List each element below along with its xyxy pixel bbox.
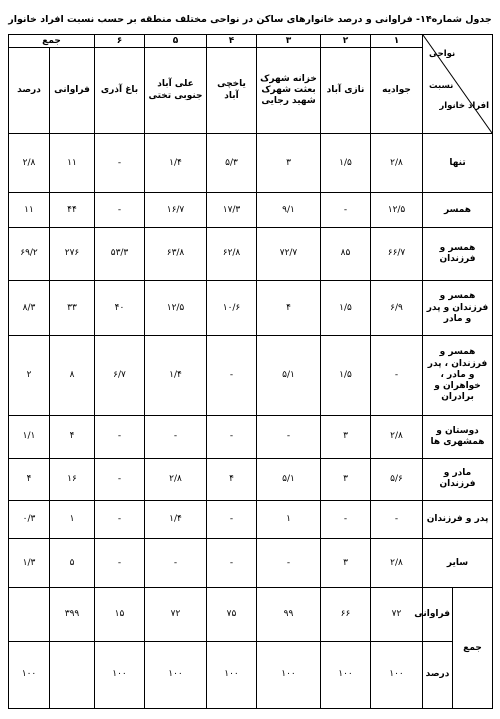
table-cell: ۱/۱ xyxy=(9,415,50,458)
table-cell: ۱۶ xyxy=(50,458,95,500)
total-pct-row xyxy=(9,641,493,708)
table-cell: ۱۱ xyxy=(9,193,50,228)
row-label: همسر xyxy=(423,193,493,228)
table-cell: ۴ xyxy=(257,281,321,336)
table-row xyxy=(9,281,493,336)
row-label: همسر و فرزندان ، پدر و مادر ، خواهران و برادران xyxy=(423,336,493,416)
table-cell: ۱ xyxy=(257,500,321,539)
table-cell: ۱/۴ xyxy=(145,500,207,539)
table-cell: - xyxy=(95,193,145,228)
table-cell: ۱ xyxy=(50,500,95,539)
table-cell: - xyxy=(207,539,257,588)
table-cell: ۴ xyxy=(207,458,257,500)
table-cell: ۴ xyxy=(9,458,50,500)
row-label: مادر و فرزندان xyxy=(423,458,493,500)
total-freq-cell: ۷۲ xyxy=(145,588,207,641)
table-cell: ۱۰/۶ xyxy=(207,281,257,336)
total-label: جمع xyxy=(453,588,493,709)
table-cell: ۱۲/۵ xyxy=(371,193,423,228)
table-cell: ۱/۵ xyxy=(321,281,371,336)
table-cell: ۱/۵ xyxy=(321,134,371,193)
household-table xyxy=(8,34,493,709)
table-cell: ۲/۸ xyxy=(371,539,423,588)
table-cell: ۲/۸ xyxy=(371,415,423,458)
table-cell: ۲ xyxy=(9,336,50,416)
total-freq-cell: ۷۵ xyxy=(207,588,257,641)
total-pct-cell: ۱۰۰ xyxy=(9,641,50,708)
table-row xyxy=(9,458,493,500)
header-index: ۵ xyxy=(145,35,207,48)
table-cell: - xyxy=(95,415,145,458)
table-cell: - xyxy=(95,134,145,193)
table-cell: ۶۳/۸ xyxy=(145,227,207,280)
total-pct-cell: ۱۰۰ xyxy=(371,641,423,708)
table-cell: ۶۹/۲ xyxy=(9,227,50,280)
header-region-name: درصد xyxy=(9,48,50,134)
table-cell: ۷۲/۷ xyxy=(257,227,321,280)
table-cell: ۵/۱ xyxy=(257,458,321,500)
table-row xyxy=(9,193,493,228)
table-cell: ۳۳ xyxy=(50,281,95,336)
header-index: ۶ xyxy=(95,35,145,48)
row-label: دوستان و همشهری ها xyxy=(423,415,493,458)
total-pct-cell: ۱۰۰ xyxy=(257,641,321,708)
row-label: همسر و فرزندان xyxy=(423,227,493,280)
corner-label-members: افراد خانوار xyxy=(439,101,490,111)
table-cell: ۱/۵ xyxy=(321,336,371,416)
table-cell: - xyxy=(95,458,145,500)
header-region-name: جوادیه xyxy=(371,48,423,134)
total-pct-label: درصد xyxy=(423,641,453,708)
header-index: ۲ xyxy=(321,35,371,48)
table-row xyxy=(9,336,493,416)
table-cell: ۵/۱ xyxy=(257,336,321,416)
header-region-name: علی آباد جنوبی تختی xyxy=(145,48,207,134)
header-region-name: نازی آباد xyxy=(321,48,371,134)
table-cell: ۶/۹ xyxy=(371,281,423,336)
table-cell: ۸ xyxy=(50,336,95,416)
table-cell: ۸۵ xyxy=(321,227,371,280)
header-region-name: فراوانی xyxy=(50,48,95,134)
table-cell: - xyxy=(321,193,371,228)
total-freq-cell xyxy=(9,588,50,641)
table-row xyxy=(9,500,493,539)
table-cell: - xyxy=(321,500,371,539)
table-cell: ۱۲/۵ xyxy=(145,281,207,336)
table-cell: ۲/۸ xyxy=(145,458,207,500)
row-label: سایر xyxy=(423,539,493,588)
total-pct-cell: ۱۰۰ xyxy=(321,641,371,708)
table-cell: - xyxy=(207,415,257,458)
table-cell: ۳ xyxy=(321,539,371,588)
table-cell: - xyxy=(371,336,423,416)
table-cell: ۴۰ xyxy=(95,281,145,336)
table-cell: ۶۲/۸ xyxy=(207,227,257,280)
header-index: ۳ xyxy=(257,35,321,48)
header-region-name: یاخچی آباد xyxy=(207,48,257,134)
table-cell: ۴۴ xyxy=(50,193,95,228)
total-freq-cell: ۷۲ xyxy=(371,588,423,641)
row-label: تنها xyxy=(423,134,493,193)
table-cell: ۵۳/۳ xyxy=(95,227,145,280)
table-cell: ۶/۷ xyxy=(95,336,145,416)
table-cell: - xyxy=(95,500,145,539)
table-cell: - xyxy=(257,539,321,588)
table-row xyxy=(9,415,493,458)
total-freq-label: فراوانی xyxy=(423,588,453,641)
table-cell: ۲/۸ xyxy=(9,134,50,193)
corner-label-regions: نواحی xyxy=(429,49,456,59)
table-row xyxy=(9,227,493,280)
header-region-name: باغ آذری xyxy=(95,48,145,134)
header-index: ۱ xyxy=(371,35,423,48)
table-cell: ۳ xyxy=(321,458,371,500)
table-cell: - xyxy=(145,539,207,588)
table-row xyxy=(9,539,493,588)
table-cell: ۱/۳ xyxy=(9,539,50,588)
table-cell: ۲۷۶ xyxy=(50,227,95,280)
header-index-row xyxy=(9,35,493,48)
header-index: جمع xyxy=(9,35,95,48)
total-freq-row xyxy=(9,588,493,641)
table-cell: ۸/۳ xyxy=(9,281,50,336)
table-cell: ۲/۸ xyxy=(371,134,423,193)
table-cell: ۱/۴ xyxy=(145,336,207,416)
total-pct-cell: ۱۰۰ xyxy=(145,641,207,708)
corner-label-ratio: نسبت xyxy=(429,81,454,91)
table-cell: ۱۱ xyxy=(50,134,95,193)
total-pct-cell xyxy=(50,641,95,708)
table-cell: ۵ xyxy=(50,539,95,588)
table-cell: ۶۶/۷ xyxy=(371,227,423,280)
total-freq-cell: ۱۵ xyxy=(95,588,145,641)
total-pct-cell: ۱۰۰ xyxy=(207,641,257,708)
total-freq-cell: ۳۹۹ xyxy=(50,588,95,641)
total-pct-cell: ۱۰۰ xyxy=(95,641,145,708)
total-freq-cell: ۹۹ xyxy=(257,588,321,641)
table-cell: ۳ xyxy=(257,134,321,193)
table-cell: ۰/۳ xyxy=(9,500,50,539)
table-cell: - xyxy=(207,500,257,539)
table-cell: - xyxy=(95,539,145,588)
table-cell: ۵/۶ xyxy=(371,458,423,500)
table-cell: - xyxy=(371,500,423,539)
table-cell: ۱/۴ xyxy=(145,134,207,193)
row-label: پدر و فرزندان xyxy=(423,500,493,539)
table-cell: ۱۷/۳ xyxy=(207,193,257,228)
table-cell: ۴ xyxy=(50,415,95,458)
table-cell: ۹/۱ xyxy=(257,193,321,228)
table-cell: ۳ xyxy=(321,415,371,458)
table-cell: - xyxy=(257,415,321,458)
table-cell: ۱۶/۷ xyxy=(145,193,207,228)
total-freq-cell: ۶۶ xyxy=(321,588,371,641)
table-cell: - xyxy=(207,336,257,416)
header-region-name: خزانه شهرک بعثت شهرک شهید رجایی xyxy=(257,48,321,134)
table-body xyxy=(9,35,493,709)
table-caption: جدول شماره۱۴- فراوانی و درصد خانوارهای ساکن در نواحی مختلف منطقه بر حسب نسبت افراد خانوار xyxy=(8,14,492,25)
table-cell: ۵/۳ xyxy=(207,134,257,193)
header-index: ۴ xyxy=(207,35,257,48)
table-row xyxy=(9,134,493,193)
row-label: همسر و فرزندان و پدر و مادر xyxy=(423,281,493,336)
table-cell: - xyxy=(145,415,207,458)
header-name-row xyxy=(9,48,493,134)
header-corner-cell xyxy=(423,35,493,134)
